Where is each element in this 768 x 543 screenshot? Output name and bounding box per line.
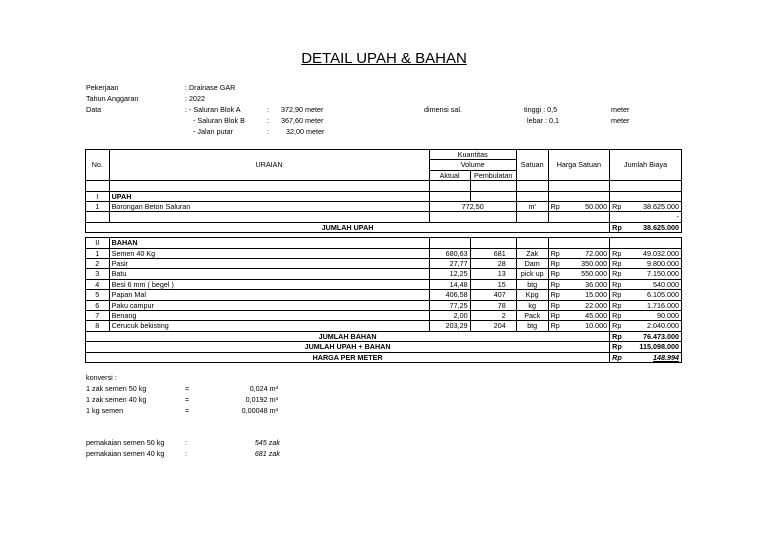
header-no: No.	[86, 150, 110, 181]
grand-total-label: JUMLAH UPAH + BAHAN	[86, 342, 610, 352]
konversi-row-eq: =	[185, 384, 190, 393]
row-unit: Zak	[516, 248, 548, 258]
row-price: 36.000	[562, 279, 609, 289]
tinggi-unit: meter	[611, 105, 630, 114]
per-meter-value: 148.994	[624, 352, 682, 362]
table-row	[86, 259, 682, 269]
tahun-label: Tahun Anggaran	[86, 94, 139, 103]
row-aktual: 12,25	[429, 269, 470, 279]
row-no: 5	[86, 290, 110, 300]
row-volume: 772,50	[429, 202, 516, 212]
header-satuan: Satuan	[516, 150, 548, 181]
row-unit: btg	[516, 279, 548, 289]
jumlah-upah-row	[86, 222, 682, 232]
spacer-row	[86, 212, 682, 222]
row-aktual: 406,58	[429, 290, 470, 300]
row-unit: Kpg	[516, 290, 548, 300]
jumlah-upah-rp: Rp	[610, 222, 624, 232]
row-rp: Rp	[610, 202, 624, 212]
header-volume: Volume	[429, 160, 516, 170]
row-price: 350.000	[562, 259, 609, 269]
row-price: 15.000	[562, 290, 609, 300]
header-jumlah: Jumlah Biaya	[610, 150, 682, 181]
section-upah	[86, 191, 682, 201]
jumlah-upah-value: 38.625.000	[624, 222, 682, 232]
row-total: 38.625.000	[624, 202, 682, 212]
konversi-row-label: 1 zak semen 40 kg	[86, 395, 147, 404]
row-name: Batu	[109, 269, 429, 279]
spacer-row	[86, 181, 682, 191]
row-name: Cerucuk bekisting	[109, 321, 429, 331]
lebar-label: lebar : 0,1	[527, 116, 559, 125]
table-row	[86, 290, 682, 300]
jumlah-bahan-value: 76.473.000	[624, 331, 682, 341]
row-price: 22.000	[562, 300, 609, 310]
row-name: Paku campur	[109, 300, 429, 310]
row-pembulatan: 204	[470, 321, 516, 331]
row-no: 3	[86, 269, 110, 279]
row-rp: Rp	[548, 300, 562, 310]
saluran-b-value: 367,60 meter	[281, 116, 324, 125]
jalan-value: 32,00 meter	[286, 127, 325, 136]
per-meter-row	[86, 352, 682, 362]
row-rp: Rp	[548, 290, 562, 300]
pemakaian-sep: :	[185, 438, 187, 447]
section-bahan	[86, 238, 682, 248]
pekerjaan-label: Pekerjaan	[86, 83, 119, 92]
konversi-row-value: 0,0192 m³	[245, 395, 278, 404]
row-price: 72.000	[562, 248, 609, 258]
row-no: 6	[86, 300, 110, 310]
row-rp: Rp	[610, 321, 624, 331]
header-row-1	[86, 150, 682, 160]
section-no: II	[86, 238, 110, 248]
row-total: 9.800.000	[624, 259, 682, 269]
row-rp: Rp	[610, 259, 624, 269]
saluran-a-label: : - Saluran Blok A	[185, 105, 241, 114]
per-meter-rp: Rp	[610, 352, 624, 362]
pemakaian-label: pemakaian semen 50 kg	[86, 438, 165, 447]
jumlah-bahan-row	[86, 331, 682, 341]
row-rp: Rp	[548, 202, 562, 212]
pemakaian-value: 545 zak	[254, 438, 280, 447]
konversi-label: konversi :	[86, 373, 117, 382]
section-label: BAHAN	[109, 238, 429, 248]
row-rp: Rp	[548, 259, 562, 269]
grand-total-value: 115.098.000	[624, 342, 682, 352]
detail-table	[85, 149, 682, 363]
saluran-a-sep: :	[267, 105, 269, 114]
row-aktual: 680,63	[429, 248, 470, 258]
row-no: 2	[86, 259, 110, 269]
row-total: 1.716.000	[624, 300, 682, 310]
row-pembulatan: 407	[470, 290, 516, 300]
row-price: 10.000	[562, 321, 609, 331]
row-rp: Rp	[548, 269, 562, 279]
header-kuantitas: Kuantitas	[429, 150, 516, 160]
konversi-row-label: 1 kg semen	[86, 406, 124, 415]
lebar-unit: meter	[611, 116, 630, 125]
jumlah-upah-label: JUMLAH UPAH	[86, 222, 610, 232]
row-total: 2.040.000	[624, 321, 682, 331]
row-total: 90.000	[624, 311, 682, 321]
row-rp: Rp	[548, 248, 562, 258]
table-row	[86, 279, 682, 289]
row-unit: Pack	[516, 311, 548, 321]
row-name: Semen 40 Kg	[109, 248, 429, 258]
row-no: 4	[86, 279, 110, 289]
per-meter-label: HARGA PER METER	[86, 352, 610, 362]
row-unit: Dam	[516, 259, 548, 269]
section-label: UPAH	[109, 191, 429, 201]
saluran-b-label: - Saluran Blok B	[193, 116, 245, 125]
row-pembulatan: 2	[470, 311, 516, 321]
row-rp: Rp	[610, 300, 624, 310]
header-pembulatan: Pembulatan	[470, 170, 516, 180]
table-row	[86, 311, 682, 321]
header-uraian: URAIAN	[109, 150, 429, 181]
row-aktual: 27,77	[429, 259, 470, 269]
row-total: 7.150.000	[624, 269, 682, 279]
row-no: 1	[86, 248, 110, 258]
row-total: 540.000	[624, 279, 682, 289]
row-pembulatan: 15	[470, 279, 516, 289]
pemakaian-sep: :	[185, 449, 187, 458]
row-aktual: 2,00	[429, 311, 470, 321]
row-name: Benang	[109, 311, 429, 321]
table-row	[86, 321, 682, 331]
grand-total-rp: Rp	[610, 342, 624, 352]
saluran-a-value: 372,90 meter	[281, 105, 324, 114]
row-name: Borongan Beton Saluran	[109, 202, 429, 212]
row-unit: btg	[516, 321, 548, 331]
pekerjaan-value: : Drainase GAR	[185, 83, 236, 92]
grand-total-row	[86, 342, 682, 352]
dash-value: -	[624, 212, 682, 222]
row-unit: pick up	[516, 269, 548, 279]
dimensi-label: dimensi sal.	[424, 105, 462, 114]
row-aktual: 14,48	[429, 279, 470, 289]
row-unit: kg	[516, 300, 548, 310]
row-rp: Rp	[548, 311, 562, 321]
jalan-label: - Jalan putar	[193, 127, 233, 136]
page-title: DETAIL UPAH & BAHAN	[301, 50, 467, 67]
jalan-sep: :	[267, 127, 269, 136]
row-pembulatan: 13	[470, 269, 516, 279]
row-price: 45.000	[562, 311, 609, 321]
saluran-b-sep: :	[267, 116, 269, 125]
row-rp: Rp	[548, 321, 562, 331]
tahun-value: : 2022	[185, 94, 205, 103]
row-aktual: 77,25	[429, 300, 470, 310]
konversi-row-value: 0,024 m³	[249, 384, 278, 393]
konversi-row-eq: =	[185, 406, 190, 415]
row-rp: Rp	[610, 269, 624, 279]
tinggi-label: tinggi : 0,5	[524, 105, 558, 114]
konversi-row-value: 0,00048 m³	[241, 406, 278, 415]
pemakaian-value: 681 zak	[254, 449, 280, 458]
row-name: Papan Mal	[109, 290, 429, 300]
konversi-row-label: 1 zak semen 50 kg	[86, 384, 147, 393]
row-no: 7	[86, 311, 110, 321]
row-unit: m'	[516, 202, 548, 212]
row-rp: Rp	[548, 279, 562, 289]
row-price: 50.000	[562, 202, 609, 212]
row-name: Besi 6 mm ( begel )	[109, 279, 429, 289]
row-rp: Rp	[610, 279, 624, 289]
row-total: 49.032.000	[624, 248, 682, 258]
row-aktual: 203,29	[429, 321, 470, 331]
row-total: 6.105.000	[624, 290, 682, 300]
header-aktual: Aktual	[429, 170, 470, 180]
jumlah-bahan-rp: Rp	[610, 331, 624, 341]
row-pembulatan: 28	[470, 259, 516, 269]
row-rp: Rp	[610, 248, 624, 258]
row-pembulatan: 78	[470, 300, 516, 310]
row-price: 550.000	[562, 269, 609, 279]
data-label: Data	[86, 105, 102, 114]
jumlah-bahan-label: JUMLAH BAHAN	[86, 331, 610, 341]
konversi-row-eq: =	[185, 395, 190, 404]
row-pembulatan: 681	[470, 248, 516, 258]
table-row	[86, 202, 682, 212]
section-no: I	[86, 191, 110, 201]
pemakaian-label: pemakaian semen 40 kg	[86, 449, 165, 458]
header-harga: Harga Satuan	[548, 150, 610, 181]
row-no: 8	[86, 321, 110, 331]
row-name: Pasir	[109, 259, 429, 269]
row-no: 1	[86, 202, 110, 212]
table-row	[86, 300, 682, 310]
table-row	[86, 248, 682, 258]
table-row	[86, 269, 682, 279]
row-rp: Rp	[610, 311, 624, 321]
row-rp: Rp	[610, 290, 624, 300]
